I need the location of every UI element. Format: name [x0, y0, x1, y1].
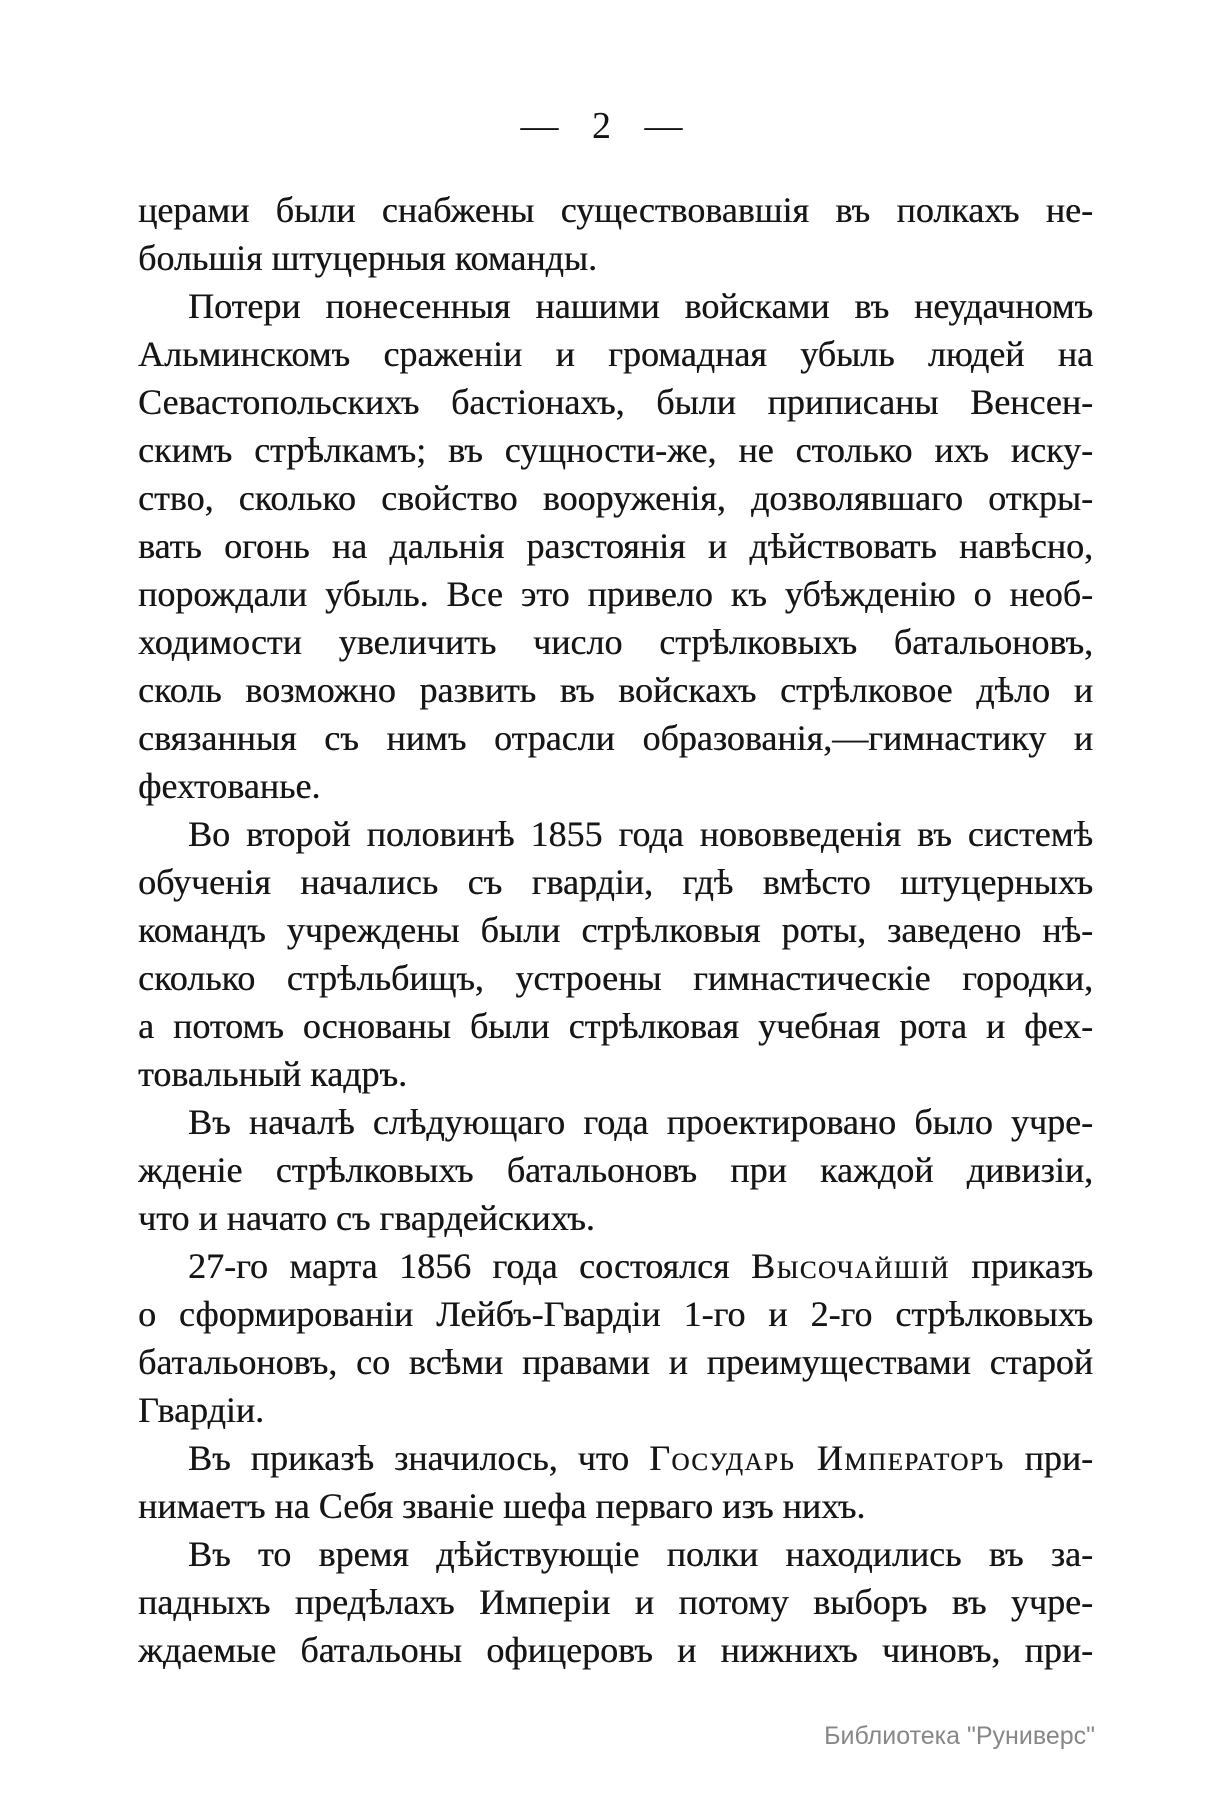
text-line: ство, сколько свойство вооруженія, дозволявшаго откры-	[138, 478, 1093, 518]
text-line: сколько стрѣльбищъ, устроены гимнастическіе городки,	[138, 958, 1093, 998]
text-line: что и начато съ гвардейскихъ.	[138, 1198, 595, 1238]
text-line: церами были снабжены существовавшія въ полкахъ не-	[138, 190, 1093, 230]
text-line: Севастопольскихъ бастіонахъ, были приписаны Венсен-	[138, 382, 1093, 422]
text-line: жденіе стрѣлковыхъ батальоновъ при каждой дивизіи,	[138, 1150, 1093, 1190]
text-line: 27-го марта 1856 года состоялся Высочайшій приказъ	[188, 1246, 1093, 1286]
paragraph	[138, 186, 1093, 282]
text-line: сколь возможно развить въ войскахъ стрѣлковое дѣло и	[138, 670, 1093, 710]
text-line: товальный кадръ.	[138, 1054, 408, 1094]
paragraph	[138, 1242, 1093, 1434]
paragraph	[138, 1530, 1093, 1674]
text-line: связанныя съ нимъ отрасли образованія,—гимнастику и	[138, 718, 1093, 758]
text-line: обученія начались съ гвардіи, гдѣ вмѣсто штуцерныхъ	[138, 862, 1093, 902]
smallcaps-title: Государь Императоръ	[649, 1438, 1005, 1478]
smallcaps-title: Высочайшій	[750, 1246, 950, 1286]
text-line: скимъ стрѣлкамъ; въ сущности-же, не столько ихъ иску-	[138, 430, 1093, 470]
text-line: порождали убыль. Все это привело къ убѣжденію о необ-	[138, 574, 1093, 614]
text-line: Гвардіи.	[138, 1390, 265, 1430]
text-line: Въ началѣ слѣдующаго года проектировано было учре-	[188, 1102, 1093, 1142]
text-line: ждаемые батальоны офицеровъ и нижнихъ чиновъ, при-	[138, 1630, 1093, 1670]
text-line: Альминскомъ сраженіи и громадная убыль людей на	[138, 334, 1093, 374]
paragraph	[138, 810, 1093, 1098]
text-line: Въ то время дѣйствующіе полки находились въ за-	[188, 1534, 1093, 1574]
text-line: нимаетъ на Себя званіе шефа перваго изъ нихъ.	[138, 1486, 866, 1526]
text-line: Потери понесенныя нашими войсками въ неудачномъ	[188, 286, 1093, 326]
paragraph	[138, 1434, 1093, 1530]
text-line: а потомъ основаны были стрѣлковая учебная рота и фех-	[138, 1006, 1093, 1046]
text-line: вать огонь на дальнія разстоянія и дѣйствовать навѣсно,	[138, 526, 1093, 566]
text-line: Во второй половинѣ 1855 года нововведенія въ системѣ	[188, 814, 1093, 854]
text-line: фехтованье.	[138, 766, 321, 806]
text-line: падныхъ предѣлахъ Имперіи и потому выборъ въ учре-	[138, 1582, 1093, 1622]
page-text-column	[138, 186, 1093, 1674]
paragraph	[138, 282, 1093, 810]
page-number: — 2 —	[520, 105, 684, 147]
library-watermark: Библиотека "Руниверс"	[824, 1722, 1095, 1750]
text-line: о сформированіи Лейбъ-Гвардіи 1-го и 2-го стрѣлковыхъ	[138, 1294, 1093, 1334]
text-line: большія штуцерныя команды.	[138, 238, 597, 278]
paragraph	[138, 1098, 1093, 1242]
text-line: батальоновъ, со всѣми правами и преимуществами старой	[138, 1342, 1093, 1382]
text-line: ходимости увеличить число стрѣлковыхъ батальоновъ,	[138, 622, 1093, 662]
text-line: командъ учреждены были стрѣлковыя роты, заведено нѣ-	[138, 910, 1093, 950]
text-line: Въ приказѣ значилось, что Государь Императоръ при-	[188, 1438, 1093, 1478]
